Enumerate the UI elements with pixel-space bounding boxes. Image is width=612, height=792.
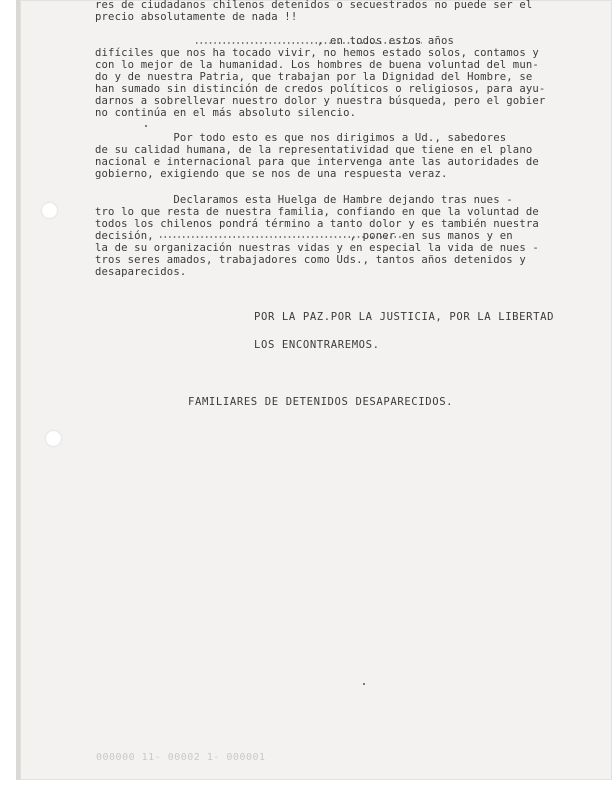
paragraph-2-line-6: darnos a sobrellevar nuestro dolor y nuestra búsqueda, pero el gobier xyxy=(95,95,546,107)
paragraph-2-line-7: no continúa en el más absoluto silencio. xyxy=(95,107,357,119)
paragraph-4-line-2: tro lo que resta de nuestra familia, confiando en que la voluntad de xyxy=(95,206,539,218)
closing-motto-line-2: LOS ENCONTRAREMOS. xyxy=(254,339,380,351)
paper-speck xyxy=(145,125,147,127)
binder-hole-bottom xyxy=(46,431,61,446)
paper-speck xyxy=(363,683,365,685)
paragraph-4-line-1: Declaramos esta Huelga de Hambre dejando tras nues - xyxy=(95,194,513,206)
paragraph-1-line-2: precio absolutamente de nada !! xyxy=(95,11,298,23)
paragraph-4-line-7: desaparecidos. xyxy=(95,266,187,278)
paragraph-2-line-3: con lo mejor de la humanidad. Los hombres de buena voluntad del mun- xyxy=(95,59,539,71)
paragraph-4-line-3: todos los chilenos pondrá término a tanto dolor y es también nuestra xyxy=(95,218,539,230)
paragraph-1-line-1: res de ciudadanos chilenos detenidos o secuestrados no puede ser el xyxy=(95,0,533,11)
paragraph-4-line-5: la de su organización nuestras vidas y en especial la vida de nues - xyxy=(95,242,539,254)
bleed-through-text: 000000 11- 00002 1- 000001 xyxy=(96,752,266,763)
paragraph-2-line-5: han sumado sin distinción de credos políticos o religiosos, para ayu- xyxy=(95,83,546,95)
paragraph-4-line-6: tros seres amados, trabajadores como Uds., tantos años detenidos y xyxy=(95,254,526,266)
paragraph-2-line-2: difíciles que nos ha tocado vivir, no hemos estado solos, contamos y xyxy=(95,47,539,59)
closing-motto-line-1: POR LA PAZ.POR LA JUSTICIA, POR LA LIBERTAD xyxy=(254,311,555,323)
paragraph-3-line-2: de su calidad humana, de la representatividad que tiene en el plano xyxy=(95,144,533,156)
paragraph-3-line-1: Por todo esto es que nos dirigimos a Ud., sabedores xyxy=(95,132,507,144)
paragraph-2-line-1: , en todos estos años xyxy=(95,35,455,47)
paragraph-2-line-4: do y de nuestra Patria, que trabajan por la Dignidad del Hombre, se xyxy=(95,71,533,83)
binder-hole-top xyxy=(42,203,57,218)
paragraph-3-line-4: gobierno, exigiendo que se nos de una respuesta veraz. xyxy=(95,168,448,180)
signature-line: FAMILIARES DE DETENIDOS DESAPARECIDOS. xyxy=(188,396,454,408)
paragraph-4-line-4: decisión, , poner en sus manos y en xyxy=(95,230,513,242)
dotted-leader-2 xyxy=(160,234,406,240)
paragraph-3-line-3: nacional e internacional para que intervenga ante las autoridades de xyxy=(95,156,539,168)
